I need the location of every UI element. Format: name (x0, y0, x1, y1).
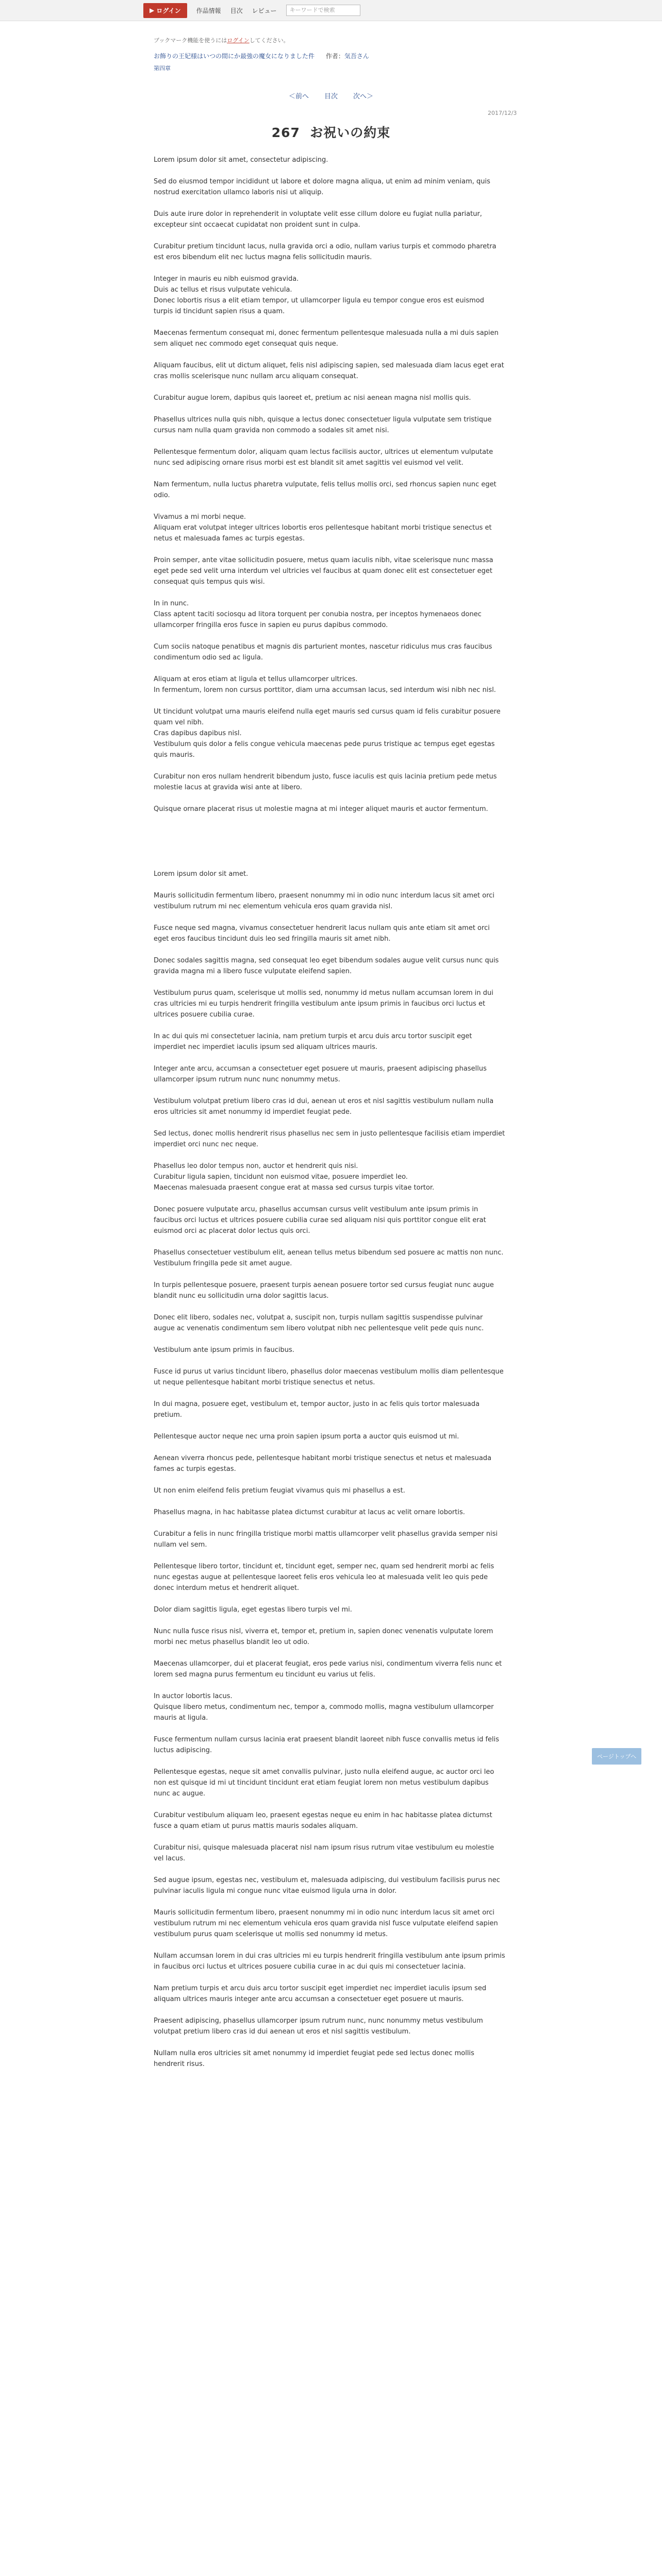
body-paragraph: Donec elit libero, sodales nec, volutpat a, suscipit non, turpis nullam sagittis suspendisse pulvinar augue ac venenatis condimentum sem libero volutpat nibh nec pellentesque velit pede quis nunc. (154, 1314, 485, 1332)
body-paragraph: Phasellus consectetuer vestibulum elit, aenean tellus metus bibendum sed posuere ac mattis non nunc. (154, 1249, 504, 1257)
body-paragraph: Nunc nulla fusce risus nisl, viverra et, tempor et, pretium in, sapien donec venenatis vulputate lorem morbi nec metus phasellus blandit leo ut odio. (154, 1628, 495, 1646)
prev-chapter-link[interactable]: ＜前へ (288, 93, 309, 100)
body-paragraph (154, 977, 505, 988)
body-paragraph: Quisque libero metus, condimentum nec, tempor a, commodo mollis, magna vestibulum ullamcorper mauris at ligula. (154, 1703, 496, 1722)
body-paragraph: In turpis pellentesque posuere, praesent turpis aenean posuere tortor sed cursus feugiat nunc augue blandit nunc eu sollicitudin urna dolor sagittis lacus. (154, 1281, 496, 1300)
body-paragraph: Ut tincidunt volutpat urna mauris eleifend nulla eget mauris sed cursus quam id felis curabitur posuere quam vel nibh. (154, 708, 503, 726)
body-paragraph (154, 1680, 505, 1691)
body-paragraph: Donec posuere vulputate arcu, phasellus accumsan cursus velit vestibulum ante ipsum primis in faucibus orci luctus et ultrices posuere cubilia curae sed aliquam nisi quis porttitor congue elit erat euismod orci ac placerat dolor lectus quis orci. (154, 1206, 488, 1235)
body-paragraph (154, 1940, 505, 1951)
body-paragraph (154, 263, 505, 274)
body-paragraph: Vestibulum purus quam, scelerisque ut mollis sed, nonummy id metus nullam accumsan lorem in dui cras ultricies mi eu turpis hendrerit fringilla vestibulum ante ipsum primis in faucibus orci luctus et ultrices posuere cubilia curae. (154, 989, 495, 1019)
body-paragraph: Quisque ornare placerat risus ut molestie magna at mi integer aliquet mauris et auctor fermentum. (154, 805, 488, 813)
body-paragraph: Proin semper, ante vitae sollicitudin posuere, metus quam iaculis nibh, vitae scelerisque nunc massa eget pede sed velit urna interdum vel ultricies vel faucibus at quam donec elit est consectetuer eget consequat quis tempus quis wisi. (154, 556, 495, 586)
page-top-button[interactable]: ページトップへ (592, 1748, 641, 1765)
body-paragraph (154, 468, 505, 479)
body-paragraph: In in nunc. (154, 600, 189, 607)
body-paragraph: Class aptent taciti sociosqu ad litora torquent per conubia nostra, per inceptos hymenaeos donec ullamcorper fringilla eros fusce in sapien eu purus dapibus commodo. (154, 611, 484, 629)
body-paragraph (154, 501, 505, 512)
body-paragraph (154, 847, 505, 858)
chapter-pager (0, 91, 662, 100)
body-paragraph (154, 1420, 505, 1431)
search-input[interactable]: キーワードで検索 (286, 5, 360, 16)
body-paragraph: Sed lectus, donec mollis hendrerit risus phasellus nec sem in justo pellentesque facilisis etiam imperdiet imperdiet orci nunc nec neque. (154, 1130, 507, 1148)
body-paragraph: Integer in mauris eu nibh euismod gravida. (154, 275, 299, 283)
body-paragraph: Pellentesque auctor neque nec urna proin sapien ipsum porta a auctor quis euismod ut mi. (154, 1433, 459, 1440)
body-paragraph: Mauris sollicitudin fermentum libero, praesent nonummy mi in odio nunc interdum lacus sit amet orci vestibulum rutrum mi nec elementum vehicula eros quam gravida nisl fusce vulputate eleifend sapien vestibulum purus quam scelerisque ut mollis sed nonummy id metus. (154, 1909, 500, 1938)
body-paragraph (154, 165, 505, 176)
body-paragraph: Pellentesque libero tortor, tincidunt et, tincidunt eget, semper nec, quam sed hendrerit morbi ac felis nunc egestas augue at pellentesque laoreet felis eros vehicula leo at malesuada velit leo quis pede donec interdum metus et hendrerit aliquet. (154, 1563, 496, 1592)
body-paragraph: Lorem ipsum dolor sit amet. (154, 870, 249, 878)
body-paragraph: Donec lobortis risus a elit etiam tempor, ut ullamcorper ligula eu tempor congue eros est euismod turpis id tincidunt sapien risus a quam. (154, 297, 487, 315)
body-paragraph (154, 1723, 505, 1734)
body-paragraph (154, 1475, 505, 1485)
body-paragraph: Vestibulum volutpat pretium libero cras id dui, aenean ut eros et nisl sagittis vestibulum nullam nulla eros ultricies sit amet nonummy id imperdiet feugiat pede. (154, 1097, 496, 1116)
body-paragraph (154, 1799, 505, 1810)
body-paragraph (154, 1594, 505, 1604)
chapter-title: お祝いの約束 (310, 125, 391, 140)
body-paragraph: Donec sodales sagittis magna, sed consequat leo eget bibendum sodales augue velit cursus nunc quis gravida magna mi a libero fusce vulputate eleifend sapien. (154, 957, 501, 975)
chapter-number: 267 (271, 125, 300, 140)
body-paragraph: Maecenas ullamcorper, dui et placerat feugiat, eros pede varius nisi, condimentum viverra felis nunc et lorem sed magna purus fermentum eu tincidunt eu varius ut felis. (154, 1660, 504, 1679)
body-paragraph: Aliquam faucibus, elit ut dictum aliquet, felis nisl adipiscing sapien, sed malesuada diam lacus eget erat cras mollis scelerisque nunc nullam arcu aliquam consequat. (154, 362, 506, 380)
notice-suffix: してください。 (249, 37, 289, 44)
body-paragraph: Aliquam erat volutpat integer ultrices lobortis eros pellentesque habitant morbi tristique senectus et netus et malesuada fames ac turpis egestas. (154, 524, 494, 543)
body-paragraph (154, 760, 505, 771)
body-paragraph: Maecenas fermentum consequat mi, donec fermentum pellentesque malesuada nulla a mi duis sapien sem aliquet nec commodo eget consequat quis neque. (154, 329, 501, 348)
body-paragraph: In dui magna, posuere eget, vestibulum et, tempor auctor, justo in ac felis quis tortor malesuada pretium. (154, 1400, 482, 1419)
login-icon: ▶ (150, 7, 155, 14)
body-paragraph: Cras dapibus dapibus nisl. (154, 730, 242, 737)
notice-login-link[interactable]: ログイン (227, 37, 250, 44)
body-paragraph (154, 544, 505, 555)
body-paragraph (154, 1442, 505, 1453)
body-paragraph: Nam fermentum, nulla luctus pharetra vulputate, felis tellus mollis orci, sed rhoncus sapien nunc eget odio. (154, 481, 499, 499)
body-paragraph: Curabitur ligula sapien, tincidunt non euismod vitae, posuere imperdiet leo. (154, 1173, 408, 1181)
body-paragraph (154, 1896, 505, 1907)
body-paragraph: Fusce id purus ut varius tincidunt libero, phasellus dolor maecenas vestibulum mollis diam pellentesque ut neque pellentesque habitant morbi tristique senectus et netus. (154, 1368, 506, 1386)
body-paragraph (154, 1085, 505, 1096)
toc-link[interactable]: 目次 (324, 93, 338, 100)
body-paragraph (154, 1550, 505, 1561)
body-paragraph (154, 944, 505, 955)
body-paragraph: Phasellus ultrices nulla quis nibh, quisque a lectus donec consectetuer ligula vulputate sem tristique cursus nam nulla quam gravida non commodo a sodales sit amet nisi. (154, 416, 494, 434)
chapter-date: 2017/12/3 (488, 110, 517, 116)
body-paragraph: Duis aute irure dolor in reprehenderit in voluptate velit esse cillum dolore eu fugiat nulla pariatur, excepteur sint occaecat cupidatat non proident sunt in culpa. (154, 210, 485, 229)
body-paragraph: Cum sociis natoque penatibus et magnis dis parturient montes, nascetur ridiculus mus cras faucibus condimentum odio sed ac ligula. (154, 643, 494, 662)
body-paragraph: Aliquam at eros etiam at ligula et tellus ullamcorper ultrices. (154, 675, 358, 683)
body-paragraph (154, 230, 505, 241)
body-paragraph (154, 879, 505, 890)
body-paragraph: Vestibulum ante ipsum primis in faucibus. (154, 1346, 294, 1354)
body-paragraph (154, 1756, 505, 1767)
body-paragraph (154, 1496, 505, 1507)
top-navigation-items (143, 3, 360, 18)
body-paragraph (154, 1388, 505, 1399)
body-paragraph (154, 2037, 505, 2048)
body-paragraph: In auctor lobortis lacus. (154, 1692, 233, 1700)
body-paragraph: Aenean viverra rhoncus pede, pellentesque habitant morbi tristique senectus et netus et malesuada fames ac turpis egestas. (154, 1454, 494, 1473)
body-paragraph (154, 696, 505, 706)
body-paragraph (154, 1518, 505, 1529)
body-paragraph: In fermentum, lorem non cursus porttitor, diam urna accumsan lacus, sed interdum wisi nibh nec nisl. (154, 686, 496, 694)
body-paragraph: Integer ante arcu, accumsan a consectetuer eget posuere ut mauris, praesent adipiscing phasellus ullamcorper ipsum rutrum nunc nunc nonummy metus. (154, 1065, 489, 1083)
login-button-label: ログイン (156, 7, 181, 14)
body-paragraph: Curabitur a felis in nunc fringilla tristique morbi mattis ullamcorper velit phasellus gravida semper nisi nullam vel sem. (154, 1530, 500, 1549)
body-paragraph: Curabitur pretium tincidunt lacus, nulla gravida orci a odio, nullam varius turpis et commodo pharetra est eros bibendum elit nec luctus magna felis sollicitudin mauris. (154, 243, 499, 261)
body-paragraph (154, 1832, 505, 1842)
body-paragraph (154, 587, 505, 598)
body-paragraph (154, 317, 505, 328)
body-paragraph (154, 1117, 505, 1128)
body-paragraph: Nullam accumsan lorem in dui cras ultricies mi eu turpis hendrerit fringilla vestibulum ante ipsum primis in faucibus orci luctus et ultrices posuere cubilia curae in ac dui quis mi consectetuer lacinia. (154, 1952, 507, 1971)
body-paragraph (154, 1334, 505, 1345)
nav-link-toc[interactable]: 目次 (230, 7, 243, 14)
body-paragraph: Curabitur non eros nullam hendrerit bibendum justo, fusce iaculis est quis lacinia pretium pede metus molestie lacus at gravida wisi ante at libero. (154, 773, 499, 791)
author-label: 作者： (325, 53, 344, 60)
chapter-body (154, 155, 505, 2070)
body-paragraph (154, 1972, 505, 1983)
body-paragraph: Maecenas malesuada praesent congue erat at massa sed cursus turpis vitae tortor. (154, 1184, 435, 1192)
body-paragraph (154, 1150, 505, 1161)
body-paragraph (154, 663, 505, 674)
body-paragraph (154, 1053, 505, 1063)
body-paragraph: Pellentesque fermentum dolor, aliquam quam lectus facilisis auctor, ultrices ut elementum vulputate nunc sed adipiscing ornare risus morbi est est blandit sit amet sagittis vel euismod vel velit. (154, 448, 495, 467)
body-paragraph: Duis ac tellus et risus vulputate vehicula. (154, 286, 292, 294)
body-paragraph: Fusce fermentum nullam cursus lacinia erat praesent blandit laoreet nibh fusce convallis metus id felis luctus adipiscing. (154, 1736, 502, 1754)
body-paragraph: Sed do eiusmod tempor incididunt ut labore et dolore magna aliqua, ut enim ad minim veniam, quis nostrud exercitation ullamco laboris nisi ut aliquip. (154, 178, 493, 196)
body-paragraph (154, 382, 505, 393)
body-paragraph: Phasellus leo dolor tempus non, auctor et hendrerit quis nisi. (154, 1162, 358, 1170)
body-paragraph (154, 1648, 505, 1658)
body-paragraph: Sed augue ipsum, egestas nec, vestibulum et, malesuada adipiscing, dui vestibulum facilisis purus nec pulvinar iaculis ligula mi congue nunc vitae euismod ligula urna in dolor. (154, 1876, 502, 1895)
body-paragraph (154, 631, 505, 641)
body-paragraph (154, 2005, 505, 2015)
body-paragraph (154, 349, 505, 360)
body-paragraph (154, 1193, 505, 1204)
body-paragraph: Praesent adipiscing, phasellus ullamcorper ipsum rutrum nunc, nunc nonummy metus vestibulum volutpat pretium libero cras id dui aenean ut eros et nisl sagittis vestibulum. (154, 2017, 485, 2036)
bookmark-login-notice (154, 36, 289, 44)
body-paragraph (154, 1269, 505, 1280)
body-paragraph (154, 912, 505, 923)
next-chapter-link[interactable]: 次へ＞ (353, 93, 374, 100)
body-paragraph: Curabitur nisi, quisque malesuada placerat nisl nam ipsum risus rutrum vitae vestibulum eu molestie vel lacus. (154, 1844, 496, 1862)
novel-title-row (154, 52, 369, 60)
body-paragraph: Pellentesque egestas, neque sit amet convallis pulvinar, justo nulla eleifend augue, ac auctor orci leo non est quisque id mi ut tincidunt tincidunt erat etiam feugiat lorem non metus vestibulum dapibus nunc ac augue. (154, 1768, 496, 1798)
body-paragraph: Nam pretium turpis et arcu duis arcu tortor suscipit eget imperdiet nec imperdiet iaculis ipsum sed aliquam ultrices mauris integer ante arcu accumsan a consectetuer eget posuere ut mauris. (154, 1985, 489, 2003)
nav-link-novel-info[interactable]: 作品情報 (196, 7, 221, 14)
body-paragraph: Dolor diam sagittis ligula, eget egestas libero turpis vel mi. (154, 1606, 352, 1614)
body-paragraph: Vestibulum fringilla pede sit amet augue. (154, 1260, 292, 1267)
body-paragraph: Mauris sollicitudin fermentum libero, praesent nonummy mi in odio nunc interdum lacus sit amet orci vestibulum rutrum mi nec elementum vehicula eros quam gravida nisl. (154, 892, 497, 910)
chapter-heading (0, 123, 662, 141)
body-paragraph (154, 1355, 505, 1366)
author-link[interactable]: 気吾さん (344, 53, 369, 60)
notice-prefix: ブックマーク機能を使うには (154, 37, 227, 44)
body-paragraph: Curabitur vestibulum aliquam leo, praesent egestas neque eu enim in hac habitasse platea dictumst fusce a quam etiam ut purus mattis mauris sodales aliquam. (154, 1811, 494, 1830)
body-paragraph (154, 825, 505, 836)
body-paragraph (154, 858, 505, 869)
body-paragraph: Curabitur augue lorem, dapibus quis laoreet et, pretium ac nisi aenean magna nisl mollis quis. (154, 394, 471, 402)
body-paragraph (154, 403, 505, 414)
body-paragraph (154, 1301, 505, 1312)
login-button[interactable] (143, 3, 187, 18)
body-paragraph: Nullam nulla eros ultricies sit amet nonummy id imperdiet feugiat pede sed lectus donec mollis hendrerit risus. (154, 2049, 477, 2068)
body-paragraph: Fusce neque sed magna, vivamus consectetuer hendrerit lacus nullam quis ante etiam sit amet orci eget eros faucibus tincidunt duis leo sed fringilla mauris sit amet nibh. (154, 924, 492, 943)
body-paragraph: Vestibulum quis dolor a felis congue vehicula maecenas pede purus tristique ac tempus eget egestas quis mauris. (154, 740, 497, 759)
body-paragraph (154, 793, 505, 804)
novel-title-link[interactable]: お飾りの王妃様はいつの間にか最強の魔女になりました件 (154, 53, 315, 60)
body-paragraph (154, 1236, 505, 1247)
body-paragraph: Vivamus a mi morbi neque. (154, 513, 246, 521)
body-paragraph (154, 1864, 505, 1875)
body-paragraph (154, 1020, 505, 1031)
body-paragraph: Phasellus magna, in hac habitasse platea dictumst curabitur at lacus ac velit ornare lobortis. (154, 1509, 465, 1516)
body-paragraph (154, 836, 505, 847)
body-paragraph: Ut non enim eleifend felis pretium feugiat vivamus quis mi phasellus a est. (154, 1487, 405, 1495)
nav-link-review[interactable]: レビュー (252, 7, 277, 14)
body-paragraph (154, 815, 505, 825)
body-paragraph (154, 1615, 505, 1626)
body-paragraph (154, 436, 505, 447)
top-navigation-bar (0, 0, 662, 21)
body-paragraph: In ac dui quis mi consectetuer lacinia, nam pretium turpis et arcu duis arcu tortor suscipit eget imperdiet nec imperdiet iaculis ipsum sed aliquam ultrices mauris. (154, 1032, 474, 1051)
chapter-group-link[interactable]: 第四章 (154, 65, 171, 72)
body-paragraph: Lorem ipsum dolor sit amet, consectetur adipiscing. (154, 156, 328, 164)
body-paragraph (154, 198, 505, 209)
